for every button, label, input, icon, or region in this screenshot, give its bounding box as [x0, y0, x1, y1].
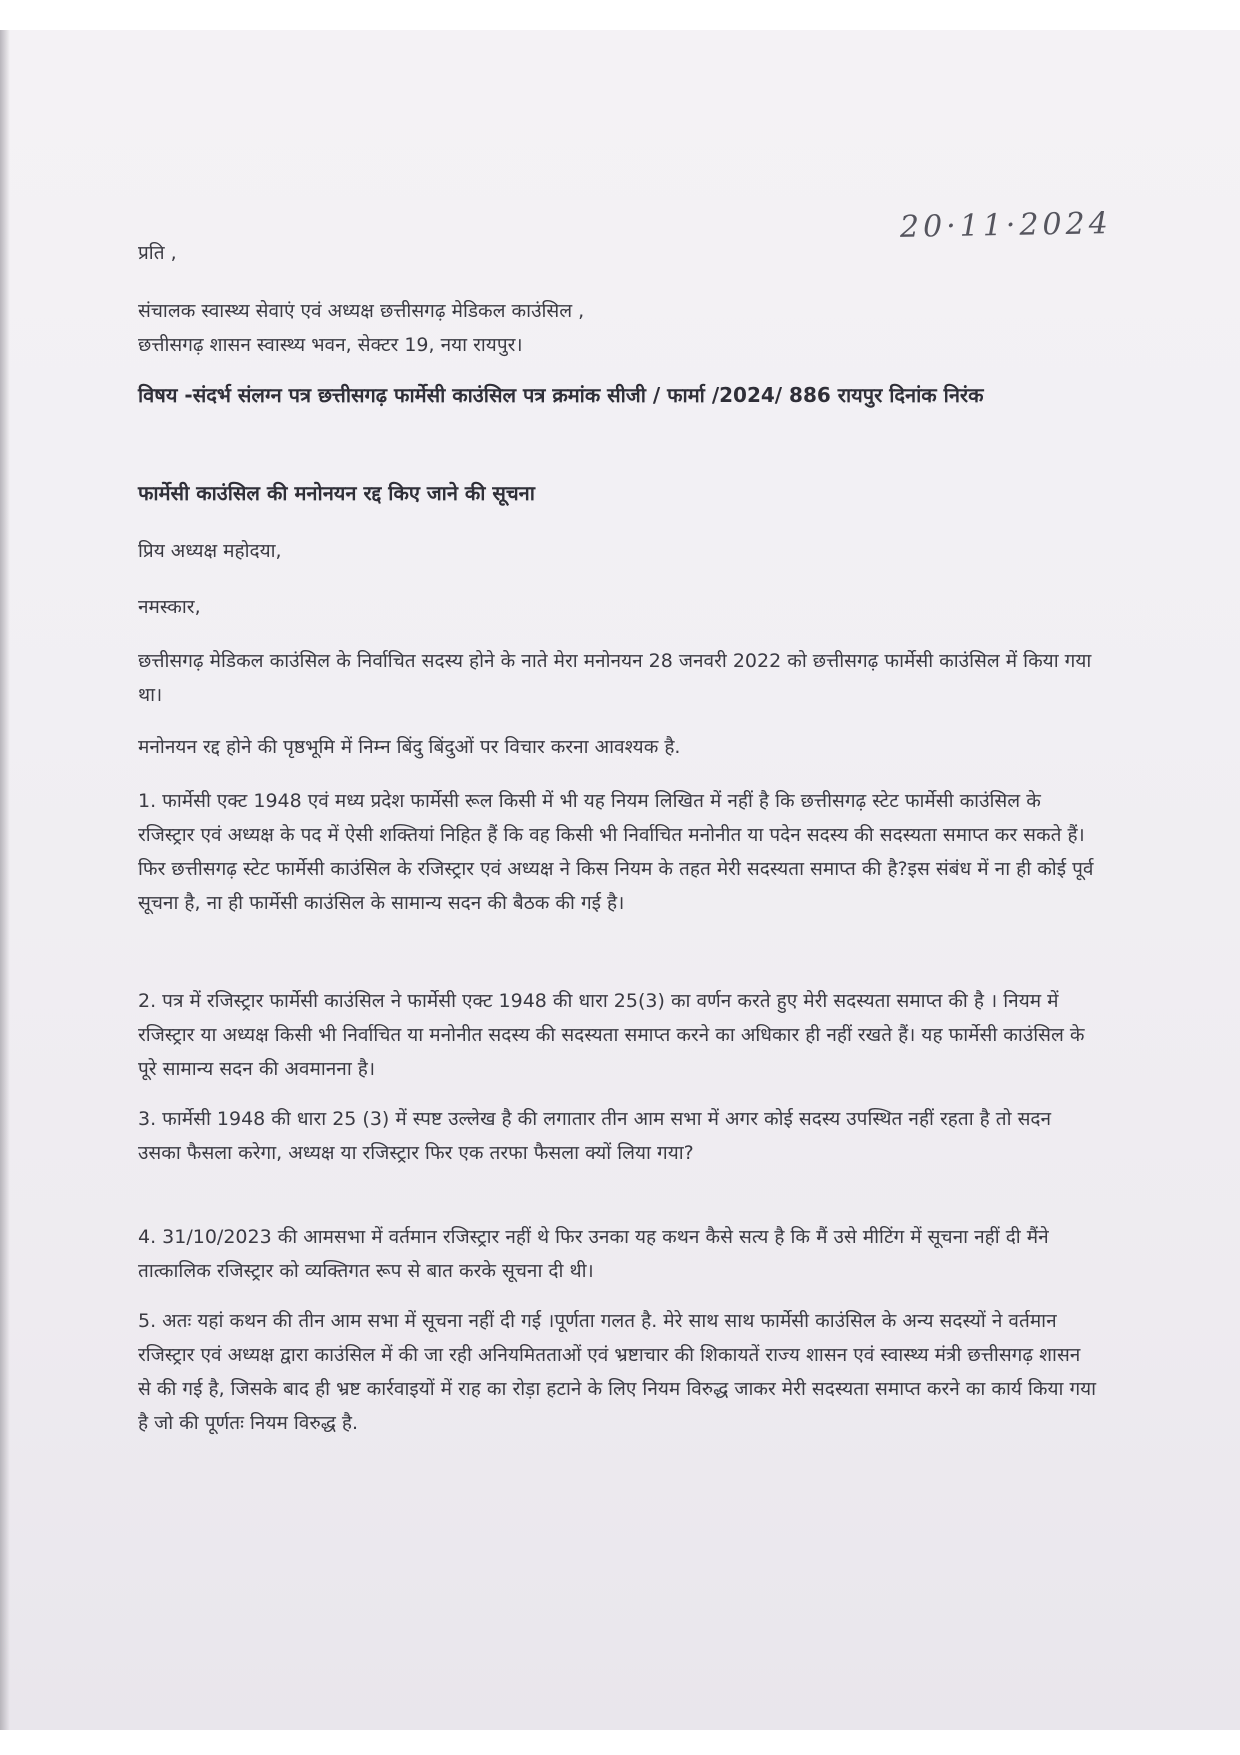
greeting: प्रिय अध्यक्ष महोदया,: [138, 540, 282, 562]
handwritten-date: 20·11·2024: [899, 206, 1113, 245]
point-3: 3. फार्मेसी 1948 की धारा 25 (3) में स्पष्ट उल्लेख है की लगातार तीन आम सभा में अगर कोई सदस्य उपस्थित नहीं रहता है तो सदन उसका फैसला करेगा, अध्यक्ष या रजिस्ट्रार फिर एक तरफा फैसला क्यों लिया गया?: [138, 1108, 1052, 1164]
intro-paragraph: छत्तीसगढ़ मेडिकल काउंसिल के निर्वाचित सदस्य होने के नाते मेरा मनोनयन 28 जनवरी 2022 को छत्तीसगढ़ फार्मेसी काउंसिल में किया गया था।: [138, 650, 1092, 706]
to-label: प्रति ,: [138, 242, 177, 264]
point-1: 1. फार्मेसी एक्ट 1948 एवं मध्य प्रदेश फार्मेसी रूल किसी में भी यह नियम लिखित में नहीं है कि छत्तीसगढ़ स्टेट फार्मेसी काउंसिल के रजिस्ट्रार एवं अध्यक्ष के पद में ऐसी शक्तियां निहित हैं कि वह किसी भी निर्वाचित मनोनीत या पदेन सदस्य की सदस्यता समाप्त कर सकते हैं। फिर छत्तीसगढ़ स्टेट फार्मेसी काउंसिल के रजिस्ट्रार एवं अध्यक्ष ने किस नियम के तहत मेरी सदस्यता समाप्त की है?इस संबंध में ना ही कोई पूर्व सूचना है, ना ही फार्मेसी काउंसिल के सामान्य सदन की बैठक की गई है।: [138, 790, 1094, 914]
letter-sheet: [0, 30, 1240, 1730]
point-4: 4. 31/10/2023 की आमसभा में वर्तमान रजिस्ट्रार नहीं थे फिर उनका यह कथन कैसे सत्य है कि मैं उसे मीटिंग में सूचना नहीं दी मैंने तात्कालिक रजिस्ट्रार को व्यक्तिगत रूप से बात करके सूचना दी थी।: [138, 1226, 1049, 1282]
subject-line: विषय -संदर्भ संलग्न पत्र छत्तीसगढ़ फार्मेसी काउंसिल पत्र क्रमांक सीजी / फार्मा /2024/ 886 रायपुर दिनांक निरंक: [138, 383, 984, 407]
background-paragraph: मनोनयन रद्द होने की पृष्ठभूमि में निम्न बिंदु बिंदुओं पर विचार करना आवश्यक है.: [138, 736, 681, 758]
page-edge-shadow: [0, 30, 10, 1730]
recipient-address-line-1: संचालक स्वास्थ्य सेवाएं एवं अध्यक्ष छत्तीसगढ़ मेडिकल काउंसिल ,: [138, 300, 585, 322]
letter-heading: फार्मेसी काउंसिल की मनोनयन रद्द किए जाने की सूचना: [138, 481, 535, 505]
point-5: 5. अतः यहां कथन की तीन आम सभा में सूचना नहीं दी गई ।पूर्णता गलत है. मेरे साथ साथ फार्मेसी काउंसिल के अन्य सदस्यों ने वर्तमान रजिस्ट्रार एवं अध्यक्ष द्वारा काउंसिल में की जा रही अनियमितताओं एवं भ्रष्टाचार की शिकायतें राज्य शासन एवं स्वास्थ्य मंत्री छत्तीसगढ़ शासन से की गई है, जिसके बाद ही भ्रष्ट कार्रवाइयों में राह का रोड़ा हटाने के लिए नियम विरुद्ध जाकर मेरी सदस्यता समाप्त करने का कार्य किया गया है जो की पूर्णतः नियम विरुद्ध है.: [138, 1310, 1097, 1434]
namaskar: नमस्कार,: [138, 596, 201, 618]
recipient-address-line-2: छत्तीसगढ़ शासन स्वास्थ्य भवन, सेक्टर 19, नया रायपुर।: [138, 334, 523, 356]
point-2: 2. पत्र में रजिस्ट्रार फार्मेसी काउंसिल ने फार्मेसी एक्ट 1948 की धारा 25(3) का वर्णन करते हुए मेरी सदस्यता समाप्त की है । नियम में रजिस्ट्रार या अध्यक्ष किसी भी निर्वाचित या मनोनीत सदस्य की सदस्यता समाप्त करने का अधिकार ही नहीं रखते हैं। यह फार्मेसी काउंसिल के पूरे सामान्य सदन की अवमानना है।: [138, 990, 1085, 1080]
